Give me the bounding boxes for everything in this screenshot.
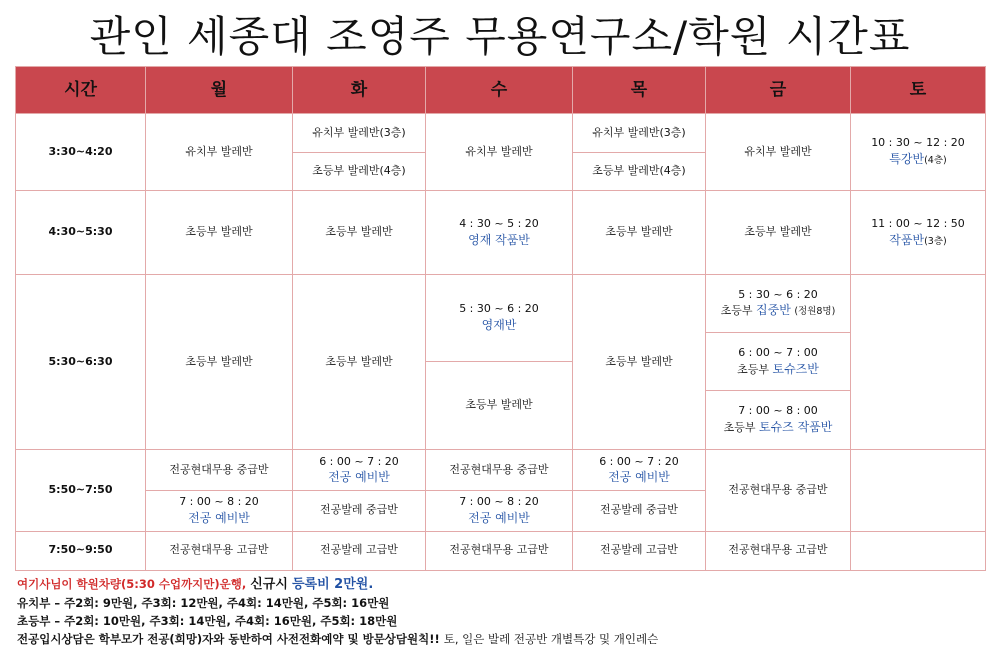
class-name: 전공 예비반	[608, 470, 670, 485]
class-time: 10 : 30 ~ 12 : 20	[871, 136, 965, 150]
class-cell: 초등부 발레반	[146, 274, 293, 450]
class-cell	[706, 391, 851, 450]
class-name: 특강반	[889, 152, 925, 167]
consultation-note: 전공입시상담은 학부모가 전공(희망)자와 동반하여 사전전화예약 및 방문상담원칙!!	[17, 632, 440, 646]
header-time: 시간	[16, 67, 146, 114]
footer-line-3: 초등부 – 주2회: 10만원, 주3회: 14만원, 주4회: 16만원, 주5회: 18만원	[17, 614, 398, 628]
class-cell	[146, 490, 293, 531]
class-name: 영재 작품반	[468, 232, 530, 247]
class-prefix: 초등부	[737, 362, 769, 376]
class-cell	[573, 450, 706, 490]
class-cell: 초등부 발레반(4층)	[573, 153, 706, 191]
class-cell: 전공발레 중급반	[293, 490, 426, 531]
class-cell: 전공현대무용 고급반	[706, 531, 851, 570]
header-tue: 화	[293, 67, 426, 114]
class-cell: 전공현대무용 중급반	[706, 450, 851, 531]
class-name: 작품반	[889, 232, 925, 247]
class-cell: 전공발레 고급반	[293, 531, 426, 570]
class-name: 전공 예비반	[328, 470, 390, 485]
class-cell	[426, 274, 573, 361]
class-cell: 초등부 발레반	[293, 191, 426, 274]
header-mon: 월	[146, 67, 293, 114]
class-prefix: 초등부	[720, 304, 753, 318]
class-time: 6 : 00 ~ 7 : 20	[319, 454, 399, 468]
class-cell	[293, 450, 426, 490]
class-cell	[426, 490, 573, 531]
class-name: 토슈즈 작품반	[759, 420, 833, 435]
class-time: 7 : 00 ~ 8 : 20	[459, 495, 539, 509]
class-cell: 전공현대무용 고급반	[146, 531, 293, 570]
class-cell: 전공발레 중급반	[573, 490, 706, 531]
class-time: 6 : 00 ~ 7 : 00	[738, 345, 818, 359]
time-slot: 5:30~6:30	[16, 274, 146, 450]
footer-notes	[17, 575, 992, 648]
class-prefix: 초등부	[723, 421, 756, 435]
table-row	[16, 531, 986, 570]
class-cell: 초등부 발레반	[706, 191, 851, 274]
new-student-note: 신규시	[250, 577, 288, 592]
class-cell: 초등부 발레반(4층)	[293, 153, 426, 191]
class-time: 4 : 30 ~ 5 : 20	[459, 217, 539, 231]
class-cell: 유치부 발레반	[426, 114, 573, 191]
footer-line-1	[17, 575, 992, 594]
footer-line-4	[17, 630, 992, 648]
class-time: 7 : 00 ~ 8 : 20	[179, 495, 259, 509]
class-cell	[851, 191, 986, 274]
header-wed: 수	[426, 67, 573, 114]
class-cell: 유치부 발레반(3층)	[573, 114, 706, 153]
class-cell: 유치부 발레반	[146, 114, 293, 191]
page-title: 관인 세종대 조영주 무용연구소/학원 시간표	[89, 12, 911, 61]
class-name: 토슈즈반	[772, 361, 819, 376]
class-time: 6 : 00 ~ 7 : 20	[599, 454, 679, 468]
empty-cell	[851, 274, 986, 450]
vehicle-note: 여기사님이 학원차량(5:30 수업까지만)운행,	[17, 577, 247, 591]
class-time: 5 : 30 ~ 6 : 20	[459, 302, 539, 316]
header-fri: 금	[706, 67, 851, 114]
header-sat: 토	[851, 67, 986, 114]
table-row	[16, 274, 986, 303]
time-slot: 5:50~7:50	[16, 450, 146, 531]
class-name: 집중반	[756, 303, 791, 318]
header-row	[16, 67, 986, 114]
footer-line-2: 유치부 – 주2회: 9만원, 주3회: 12만원, 주4회: 14만원, 주5회: 16만원	[17, 596, 390, 610]
class-note: (3층)	[924, 235, 947, 247]
table-row	[16, 191, 986, 274]
class-time: 7 : 00 ~ 8 : 00	[738, 404, 818, 418]
registration-fee-note: 등록비 2만원.	[291, 577, 374, 592]
class-cell: 유치부 발레반	[706, 114, 851, 191]
empty-cell	[851, 450, 986, 531]
time-slot: 4:30~5:30	[16, 191, 146, 274]
header-thu: 목	[573, 67, 706, 114]
class-cell: 초등부 발레반	[426, 362, 573, 450]
class-note: (정원8명)	[794, 306, 836, 318]
class-cell: 전공현대무용 중급반	[146, 450, 293, 490]
class-cell: 초등부 발레반	[146, 191, 293, 274]
table-row	[16, 450, 986, 490]
class-cell	[706, 274, 851, 332]
class-cell	[426, 191, 573, 274]
class-note: (4층)	[924, 155, 947, 167]
time-slot: 3:30~4:20	[16, 114, 146, 191]
class-time: 11 : 00 ~ 12 : 50	[871, 216, 965, 230]
time-slot: 7:50~9:50	[16, 531, 146, 570]
class-name: 전공 예비반	[188, 511, 250, 525]
class-cell: 초등부 발레반	[573, 274, 706, 450]
timetable	[15, 66, 986, 571]
empty-cell	[851, 531, 986, 570]
table-row	[16, 114, 986, 153]
class-cell: 전공현대무용 중급반	[426, 450, 573, 490]
class-cell: 초등부 발레반	[573, 191, 706, 274]
class-cell	[851, 114, 986, 191]
class-cell: 유치부 발레반(3층)	[293, 114, 426, 153]
class-cell	[706, 333, 851, 391]
weekend-note: 토, 일은 발레 전공반 개별특강 및 개인레슨	[443, 632, 659, 646]
class-cell: 전공발레 고급반	[573, 531, 706, 570]
class-cell: 전공현대무용 고급반	[426, 531, 573, 570]
class-time: 5 : 30 ~ 6 : 20	[738, 287, 818, 301]
class-cell: 초등부 발레반	[293, 274, 426, 450]
class-name: 영재반	[481, 318, 517, 333]
class-name: 전공 예비반	[468, 511, 530, 525]
